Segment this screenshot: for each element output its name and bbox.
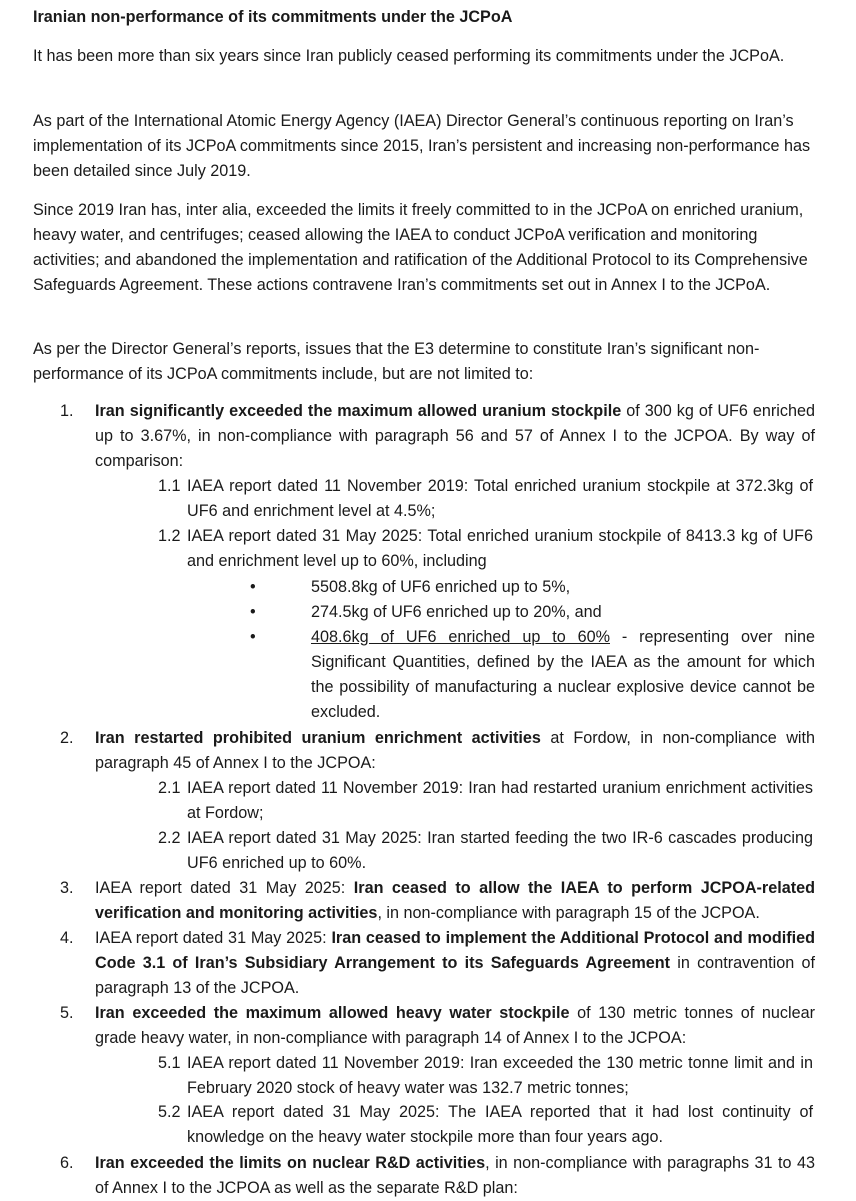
bullet-text: 5508.8kg of UF6 enriched up to 5%, [311, 578, 571, 596]
sub-item [158, 776, 813, 826]
item-text: of 300 kg of UF6 enriched up to 3.67%, in non-compliance with paragraph 56 and 57 of Annex I to the JCPOA. By way of comparison: [95, 402, 816, 470]
sub-item-number: 1.1 [158, 477, 181, 495]
limits-exceeded-paragraph: Since 2019 Iran has, inter alia, exceeded the limits it freely committed to in the JCPoA on enriched uranium, heavy water, and centrifuges; ceased allowing the IAEA to conduct JCPoA verification and monitoring activities; and abandoned the implementation and ratification of the Additional Protocol to its Comprehensive Safeguards Agreement. These actions contravene Iran’s commitments set out in Annex I to the JCPoA. [33, 201, 808, 294]
bullet-dot: • [250, 603, 256, 621]
sub-item-number: 5.2 [158, 1103, 181, 1121]
item-number: 4. [60, 929, 74, 947]
item-number: 1. [60, 402, 74, 420]
item-heading: Iran restarted prohibited uranium enrichment activities [95, 729, 541, 747]
sub-item-text: IAEA report dated 31 May 2025: Total enriched uranium stockpile of 8413.3 kg of UF6 and enrichment level up to 60%, including [187, 527, 813, 570]
item-text: in contravention of paragraph 13 of the JCPOA. [95, 954, 816, 997]
item-number: 5. [60, 1004, 74, 1022]
e3-determination-paragraph: As per the Director General’s reports, issues that the E3 determine to constitute Iran’s significant non-performance of its JCPoA commitments include, but are not limited to: [33, 340, 760, 383]
item-prefix: IAEA report dated 31 May 2025: [95, 929, 332, 947]
item-heading: Iran significantly exceeded the maximum allowed uranium stockpile [95, 402, 622, 420]
list-item [60, 876, 815, 926]
sub-item-number: 1.2 [158, 527, 181, 545]
sub-item-number: 2.2 [158, 829, 181, 847]
bullet-item [250, 575, 815, 600]
item-heading: Iran exceeded the limits on nuclear R&D activities [95, 1154, 486, 1172]
list-item [60, 926, 815, 1001]
bullet-dot: • [250, 628, 256, 646]
sub-item [158, 1100, 813, 1150]
sub-item-text: IAEA report dated 31 May 2025: The IAEA reported that it had lost continuity of knowledge on the heavy water stockpile more than four years ago. [187, 1103, 813, 1146]
item-text: at Fordow, in non-compliance with paragraph 45 of Annex I to the JCPOA: [95, 729, 815, 772]
item-text: , in non-compliance with paragraph 15 of the JCPOA. [377, 904, 760, 922]
bullet-text: 274.5kg of UF6 enriched up to 20%, and [311, 603, 602, 621]
list-item [60, 726, 815, 776]
item-number: 6. [60, 1154, 74, 1172]
list-item [60, 1151, 815, 1201]
item-text: of 130 metric tonnes of nuclear grade heavy water, in non-compliance with paragraph 14 of Annex I to the JCPOA: [95, 1004, 815, 1047]
sub-item [158, 826, 813, 876]
sub-item-text: IAEA report dated 11 November 2019: Iran had restarted uranium enrichment activities at Fordow; [187, 779, 813, 822]
item-heading: Iran ceased to implement the Additional Protocol and modified Code 3.1 of Iran’s Subsidiary Arrangement to its Safeguards Agreement [95, 929, 816, 972]
bullet-item [250, 600, 815, 625]
item-text: , in non-compliance with paragraphs 31 to 43 of Annex I to the JCPOA as well as the separate R&D plan: [95, 1154, 815, 1197]
item-heading: Iran exceeded the maximum allowed heavy water stockpile [95, 1004, 570, 1022]
bullet-dot: • [250, 578, 256, 596]
sub-item-text: IAEA report dated 31 May 2025: Iran started feeding the two IR-6 cascades producing UF6 enriched up to 60%. [187, 829, 813, 872]
list-item [60, 1001, 815, 1051]
sub-item-number: 5.1 [158, 1054, 181, 1072]
sub-item-text: IAEA report dated 11 November 2019: Total enriched uranium stockpile at 372.3kg of UF6 and enrichment level at 4.5%; [187, 477, 813, 520]
intro-paragraph: It has been more than six years since Iran publicly ceased performing its commitments under the JCPoA. [33, 47, 785, 65]
sub-item-number: 2.1 [158, 779, 181, 797]
item-heading: Iran ceased to allow the IAEA to perform JCPOA-related verification and monitoring activities [95, 879, 815, 922]
document-title: Iranian non-performance of its commitments under the JCPoA [33, 8, 513, 26]
item-prefix: IAEA report dated 31 May 2025: [95, 879, 354, 897]
item-number: 3. [60, 879, 74, 897]
sub-item-text: IAEA report dated 11 November 2019: Iran exceeded the 130 metric tonne limit and in February 2020 stock of heavy water was 132.7 metric tonnes; [187, 1054, 813, 1097]
list-item [60, 399, 815, 474]
item-number: 2. [60, 729, 74, 747]
underlined-quantity: 408.6kg of UF6 enriched up to 60% [311, 628, 610, 646]
sub-item [158, 524, 813, 574]
sub-item [158, 474, 813, 524]
iaea-reporting-paragraph: As part of the International Atomic Energy Agency (IAEA) Director General’s continuous reporting on Iran’s implementation of its JCPoA commitments since 2015, Iran’s persistent and increasing non-performance has been detailed since July 2019. [33, 112, 811, 180]
bullet-item [250, 625, 815, 725]
sub-item [158, 1051, 813, 1101]
bullet-text: - representing over nine Significant Quantities, defined by the IAEA as the amount for which the possibility of manufacturing a nuclear explosive device cannot be excluded. [311, 628, 815, 721]
